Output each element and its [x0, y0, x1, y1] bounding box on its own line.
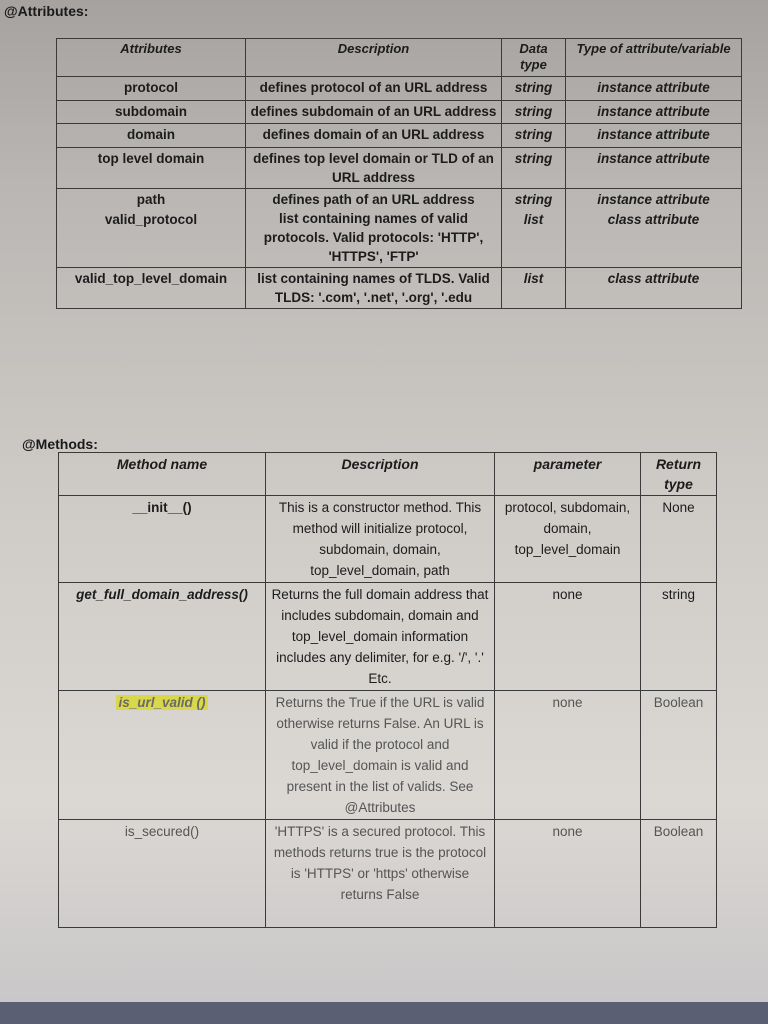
table-row [59, 691, 717, 820]
attribute-name: subdomain [57, 100, 246, 124]
method-description: 'HTTPS' is a secured protocol. This methods returns true is the protocol is 'HTTPS' or 'https' otherwise returns False [266, 820, 495, 928]
method-return-type: Boolean [641, 691, 717, 820]
header-method-name: Method name [59, 453, 266, 496]
table-row [59, 583, 717, 691]
attribute-name: protocol [57, 77, 246, 101]
method-return-type: None [641, 496, 717, 583]
attributes-table [56, 38, 742, 309]
attribute-kind: instance attribute [566, 100, 742, 124]
methods-section-title: @Methods: [22, 436, 98, 452]
attribute-data-type: string [502, 147, 566, 188]
attribute-name: top level domain [57, 147, 246, 188]
attribute-name-group [57, 188, 246, 267]
attribute-data-type: string [502, 100, 566, 124]
header-parameter: parameter [495, 453, 641, 496]
attribute-description: defines path of an URL address [272, 191, 475, 207]
attribute-data-type: string [514, 191, 553, 207]
table-row [57, 267, 742, 308]
method-description: Returns the full domain address that includes subdomain, domain and top_level_domain information includes any delimiter, for e.g. '/', '.' Etc. [266, 583, 495, 691]
table-row [57, 77, 742, 101]
attribute-description: defines top level domain or TLD of an URL address [246, 147, 502, 188]
attribute-description: list containing names of valid protocols. Valid protocols: 'HTTP', 'HTTPS', 'FTP' [263, 210, 484, 264]
attribute-name: path [136, 191, 166, 207]
method-name: get_full_domain_address() [59, 583, 266, 691]
method-parameter: none [495, 691, 641, 820]
header-return-type: Return type [641, 453, 717, 496]
table-row [57, 124, 742, 148]
header-attributes: Attributes [57, 39, 246, 77]
method-description: This is a constructor method. This method will initialize protocol, subdomain, domain, top_level_domain, path [266, 496, 495, 583]
table-row [57, 188, 742, 267]
attribute-description: defines subdomain of an URL address [246, 100, 502, 124]
attribute-description: list containing names of TLDS. Valid TLDS: '.com', '.net', '.org', '.edu [246, 267, 502, 308]
attribute-kind: instance attribute [597, 191, 710, 207]
attribute-data-type: string [502, 77, 566, 101]
attribute-kind: instance attribute [566, 147, 742, 188]
attribute-kind: instance attribute [566, 124, 742, 148]
header-description: Description [266, 453, 495, 496]
attribute-name: valid_protocol [104, 212, 198, 227]
table-row [59, 496, 717, 583]
attribute-description: defines domain of an URL address [246, 124, 502, 148]
header-description: Description [246, 39, 502, 77]
attribute-data-type: string [502, 124, 566, 148]
attribute-kind-group [566, 188, 742, 267]
method-description: Returns the True if the URL is valid otherwise returns False. An URL is valid if the protocol and top_level_domain is valid and present in the list of valids. See @Attributes [266, 691, 495, 820]
attribute-description-group [246, 188, 502, 267]
monitor-bezel [0, 1002, 768, 1024]
method-parameter: none [495, 820, 641, 928]
attributes-header-row [57, 39, 742, 77]
attribute-kind: class attribute [607, 212, 700, 227]
method-parameter: none [495, 583, 641, 691]
methods-header-row [59, 453, 717, 496]
attribute-data-type: list [523, 212, 544, 227]
method-name: is_secured() [59, 820, 266, 928]
method-name: __init__() [59, 496, 266, 583]
method-return-type: string [641, 583, 717, 691]
attribute-kind: instance attribute [566, 77, 742, 101]
attribute-name: domain [57, 124, 246, 148]
method-name-cell [59, 691, 266, 820]
methods-table [58, 452, 717, 928]
header-attribute-kind: Type of attribute/variable [566, 39, 742, 77]
method-return-type: Boolean [641, 820, 717, 928]
table-row [57, 147, 742, 188]
table-row [59, 820, 717, 928]
table-row [57, 100, 742, 124]
attribute-kind: class attribute [566, 267, 742, 308]
attribute-description: defines protocol of an URL address [246, 77, 502, 101]
attributes-section-title: @Attributes: [4, 3, 89, 19]
header-data-type: Data type [502, 39, 566, 77]
attribute-data-type: list [502, 267, 566, 308]
attribute-name: valid_top_level_domain [57, 267, 246, 308]
method-parameter: protocol, subdomain, domain, top_level_domain [495, 496, 641, 583]
method-name-highlighted: is_url_valid () [118, 695, 206, 710]
attribute-data-type-group [502, 188, 566, 267]
